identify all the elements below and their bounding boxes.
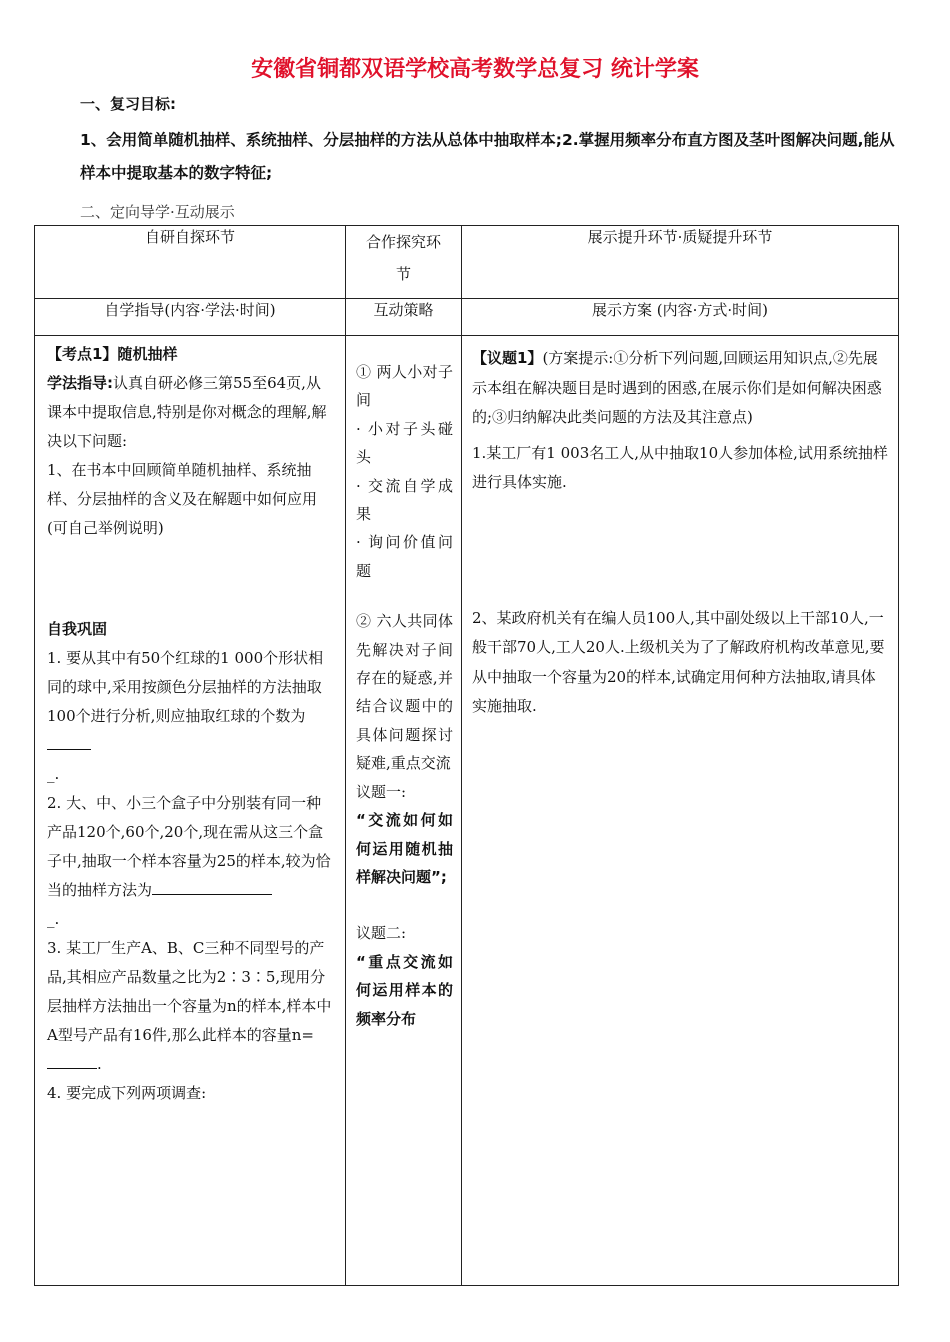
question-1-end: _. [47, 765, 60, 783]
study-table [34, 225, 899, 1286]
strategy-step-5: ② 六人共同体先解决对子间存在的疑惑,并结合议题中的具体问题探讨疑难,重点交流 [356, 612, 453, 773]
strategy-step-1: ① 两人小对子间 [356, 363, 453, 410]
question-3 [47, 934, 335, 1079]
subheader-display-plan: 展示方案 (内容·方式·时间) [462, 299, 899, 336]
strategy-cell [346, 336, 462, 1286]
answer-blank-1[interactable] [47, 749, 91, 750]
topic-1-plan-label: 【议题1】 [472, 349, 543, 367]
question-1 [47, 644, 335, 789]
topic-1-plan [472, 344, 888, 433]
section-guided-learning: 二、定向导学·互动展示 [80, 203, 235, 221]
task-1: 1、在书本中回顾简单随机抽样、系统抽样、分层抽样的含义及在解题中如何应用(可自己举例说明) [47, 461, 318, 537]
self-study-cell [35, 336, 346, 1286]
display-plan-cell [462, 336, 899, 1286]
section-review-goals: 一、复习目标: [80, 95, 176, 113]
table-subheader-row [35, 299, 899, 336]
question-2 [47, 789, 335, 934]
question-3-end: . [97, 1055, 102, 1073]
table-header-row [35, 226, 899, 299]
answer-blank-2[interactable] [152, 894, 272, 895]
kaodian-heading: 【考点1】随机抽样 [47, 345, 178, 363]
document-title: 安徽省铜都双语学校高考数学总复习 统计学案 [251, 57, 699, 82]
self-check-heading: 自我巩固 [47, 620, 108, 638]
subheader-self-study: 自学指导(内容·学法·时间) [35, 299, 346, 336]
topic-1-label: 议题一: [356, 782, 407, 801]
question-1-text: 1. 要从其中有50个红球的1 000个形状相同的球中,采用按颜色分层抽样的方法抽取100个进行分析,则应抽取红球的个数为 [47, 649, 324, 725]
question-2-text: 2. 大、中、小三个盒子中分别装有同一种产品120个,60个,20个,现在需从这三个盒子中,抽取一个样本容量为25的样本,较为恰当的抽样方法为 [47, 794, 331, 899]
topic-2-label: 议题二: [356, 924, 407, 943]
subheader-strategy: 互动策略 [346, 299, 462, 336]
topic-1-text: “交流如何如何运用随机抽样解决问题”; [356, 811, 453, 886]
display-problem-1: 1.某工厂有1 003名工人,从中抽取10人参加体检,试用系统抽样进行具体实施. [472, 443, 888, 491]
topic-1-plan-text: (方案提示:①分析下列问题,回顾运用知识点,②先展示本组在解决题目是时遇到的困惑,在展示你们是如何解决困惑的;③归纳解决此类问题的方法及其注意点) [472, 349, 882, 426]
strategy-step-2: · 小对子头碰头 [356, 419, 453, 467]
question-2-end: _. [47, 910, 60, 928]
question-3-text: 3. 某工厂生产A、B、C三种不同型号的产品,其相应产品数量之比为2∶3∶5,现用分层抽样方法抽出一个容量为n的样本,样本中A型号产品有16件,那么此样本的容量n= [47, 939, 332, 1044]
answer-blank-3[interactable] [47, 1068, 97, 1069]
table-body-row [35, 336, 899, 1286]
strategy-step-4: · 询问价值问题 [356, 533, 453, 580]
question-4: 4. 要完成下列两项调查: [47, 1084, 207, 1102]
header-cooperative: 合作探究环节 [346, 226, 462, 299]
study-method-label: 学法指导: [47, 374, 113, 392]
topic-2-text: “重点交流如何运用样本的频率分布 [356, 952, 453, 1028]
display-problem-2: 2、某政府机关有在编人员100人,其中副处级以上干部10人,一般干部70人,工人20人.上级机关为了了解政府机构改革意见,要从中抽取一个容量为20的样本,试确定用何种方法抽取,请具体实施抽取. [472, 608, 885, 715]
header-display: 展示提升环节·质疑提升环节 [462, 226, 899, 299]
review-goals-text: 1、会用简单随机抽样、系统抽样、分层抽样的方法从总体中抽取样本;2.掌握用频率分布直方图及茎叶图解决问题,能从样本中提取基本的数字特征; [80, 131, 895, 182]
header-self-study: 自研自探环节 [35, 226, 346, 299]
study-method [47, 369, 335, 456]
study-method-text: 认真自研必修三第55至64页,从课本中提取信息,特别是你对概念的理解,解决以下问题: [47, 374, 327, 450]
strategy-step-3: · 交流自学成果 [356, 476, 453, 524]
